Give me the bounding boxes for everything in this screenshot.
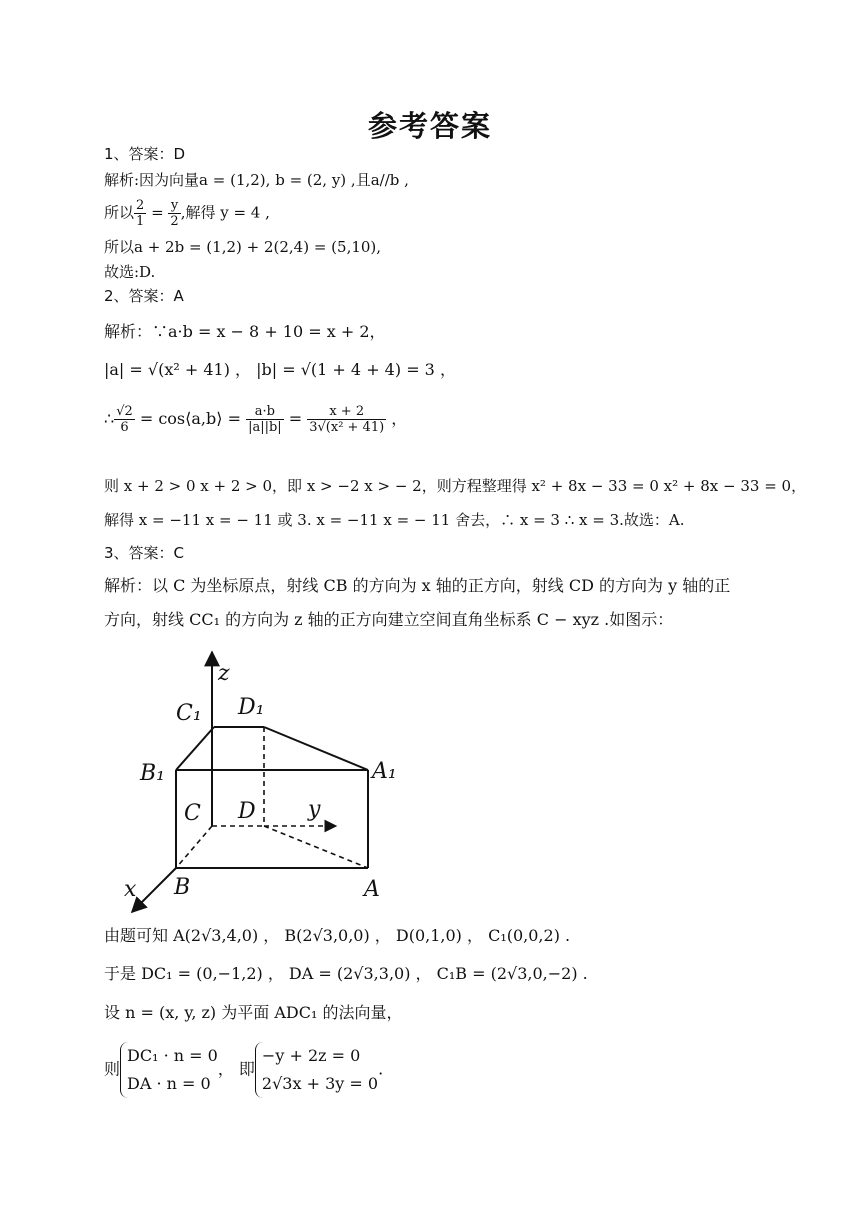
q2-f3-den: 3√(x² + 41) — [309, 420, 385, 435]
label-b: B — [174, 875, 191, 900]
q1-l2-prefix: 所以 — [104, 203, 135, 222]
q3-answer: 3、答案：C — [104, 544, 185, 562]
q2-analysis-line1: 解析：∵a·b = x − 8 + 10 = x + 2， — [104, 322, 386, 341]
q2-f2-den: |a||b| — [248, 420, 282, 435]
equation-system-2 — [255, 1042, 378, 1098]
label-c: C — [184, 801, 201, 826]
q3-l6-prefix: 则 — [104, 1059, 121, 1079]
q1-frac2-num: y — [168, 198, 180, 214]
sys2-row2: 2√3x + 3y = 0 — [261, 1074, 379, 1093]
q1-frac1-num: 2 — [136, 198, 145, 213]
q2-l3-mid: = cos⟨a,b⟩ = — [134, 409, 247, 428]
q1-analysis-line4: 故选:D. — [104, 263, 156, 281]
equation-system-1 — [120, 1042, 218, 1098]
q1-fraction-2 — [168, 198, 180, 229]
label-y: y — [308, 797, 321, 822]
q2-f1-den: 6 — [120, 420, 129, 435]
sys1-row1: DC₁ · n = 0 — [127, 1046, 218, 1065]
sys2-row1: −y + 2z = 0 — [261, 1046, 361, 1065]
q3-analysis-line2: 方向，射线 CC₁ 的方向为 z 轴的正方向建立空间直角坐标系 C − xyz .如图示： — [104, 610, 674, 629]
label-c1: C₁ — [176, 701, 202, 726]
sys1-row2: DA · n = 0 — [127, 1074, 211, 1093]
label-x: x — [124, 877, 137, 902]
edge-b1-c1 — [176, 727, 214, 770]
q3-analysis-line1: 解析：以 C 为坐标原点，射线 CB 的方向为 x 轴的正方向，射线 CD 的方向为 y 轴的正 — [104, 576, 731, 595]
q3-l6-mid: ， 即 — [217, 1059, 255, 1079]
label-d: D — [238, 799, 256, 824]
q1-analysis-line2 — [104, 198, 270, 229]
label-z: z — [218, 661, 230, 686]
q1-fraction-1 — [134, 198, 146, 229]
q2-fraction-1 — [114, 404, 135, 435]
edge-c-b — [176, 826, 212, 868]
q2-answer: 2、答案：A — [104, 287, 184, 305]
q1-frac2-den: 2 — [170, 214, 179, 229]
q2-analysis-line2: |a| = √(x² + 41) ， |b| = √(1 + 4 + 4) = 3 ， — [104, 360, 456, 379]
q2-l3-eq: = — [283, 409, 308, 428]
label-b1: B₁ — [140, 761, 165, 786]
label-a1: A₁ — [372, 759, 397, 784]
q2-f2-num: a·b — [246, 404, 284, 420]
page-title: 参考答案 — [367, 109, 492, 143]
prism-figure — [104, 640, 424, 918]
x-axis — [132, 868, 176, 912]
label-a: A — [364, 877, 380, 902]
q2-fraction-2 — [246, 404, 284, 435]
q2-fraction-3 — [307, 404, 386, 435]
q3-l6-post: . — [378, 1059, 384, 1079]
q2-analysis-line4: 则 x + 2 > 0 x + 2 > 0，即 x > −2 x > − 2，则方程整理得 x² + 8x − 33 = 0 x² + 8x − 33 = 0， — [104, 477, 807, 495]
q2-f3-num: x + 2 — [307, 404, 386, 420]
q1-l2-eq: = — [146, 203, 169, 222]
edge-d1-a1 — [264, 727, 368, 770]
q2-l3-post: ， — [386, 409, 408, 428]
q1-l2-post: ,解得 y = 4 , — [180, 203, 270, 222]
q3-analysis-line4: 于是 DC₁ = (0,−1,2) ， DA = (2√3,3,0) ， C₁B = (2√3,0,−2) . — [104, 964, 588, 983]
q2-analysis-line5: 解得 x = −11 x = − 11 或 3. x = −11 x = − 11 舍去，∴ x = 3 ∴ x = 3.故选：A. — [104, 511, 685, 529]
q3-analysis-line6 — [104, 1042, 383, 1098]
q1-analysis-line3: 所以a + 2b = (1,2) + 2(2,4) = (5,10), — [104, 238, 382, 256]
q1-analysis-line1: 解析:因为向量a = (1,2), b = (2, y) ,且a//b , — [104, 171, 409, 189]
q1-answer: 1、答案：D — [104, 145, 186, 163]
q2-f1-num: √2 — [116, 404, 133, 419]
q1-frac1-den: 1 — [136, 214, 145, 229]
q3-analysis-line3: 由题可知 A(2√3,4,0) ， B(2√3,0,0) ， D(0,1,0) ， C₁(0,0,2) . — [104, 926, 571, 945]
q2-l3-prefix: ∴ — [104, 409, 115, 428]
q3-analysis-line5: 设 n = (x, y, z) 为平面 ADC₁ 的法向量， — [104, 1003, 403, 1022]
label-d1: D₁ — [238, 695, 265, 720]
edge-d-a — [264, 826, 368, 868]
q2-analysis-line3 — [104, 404, 407, 435]
